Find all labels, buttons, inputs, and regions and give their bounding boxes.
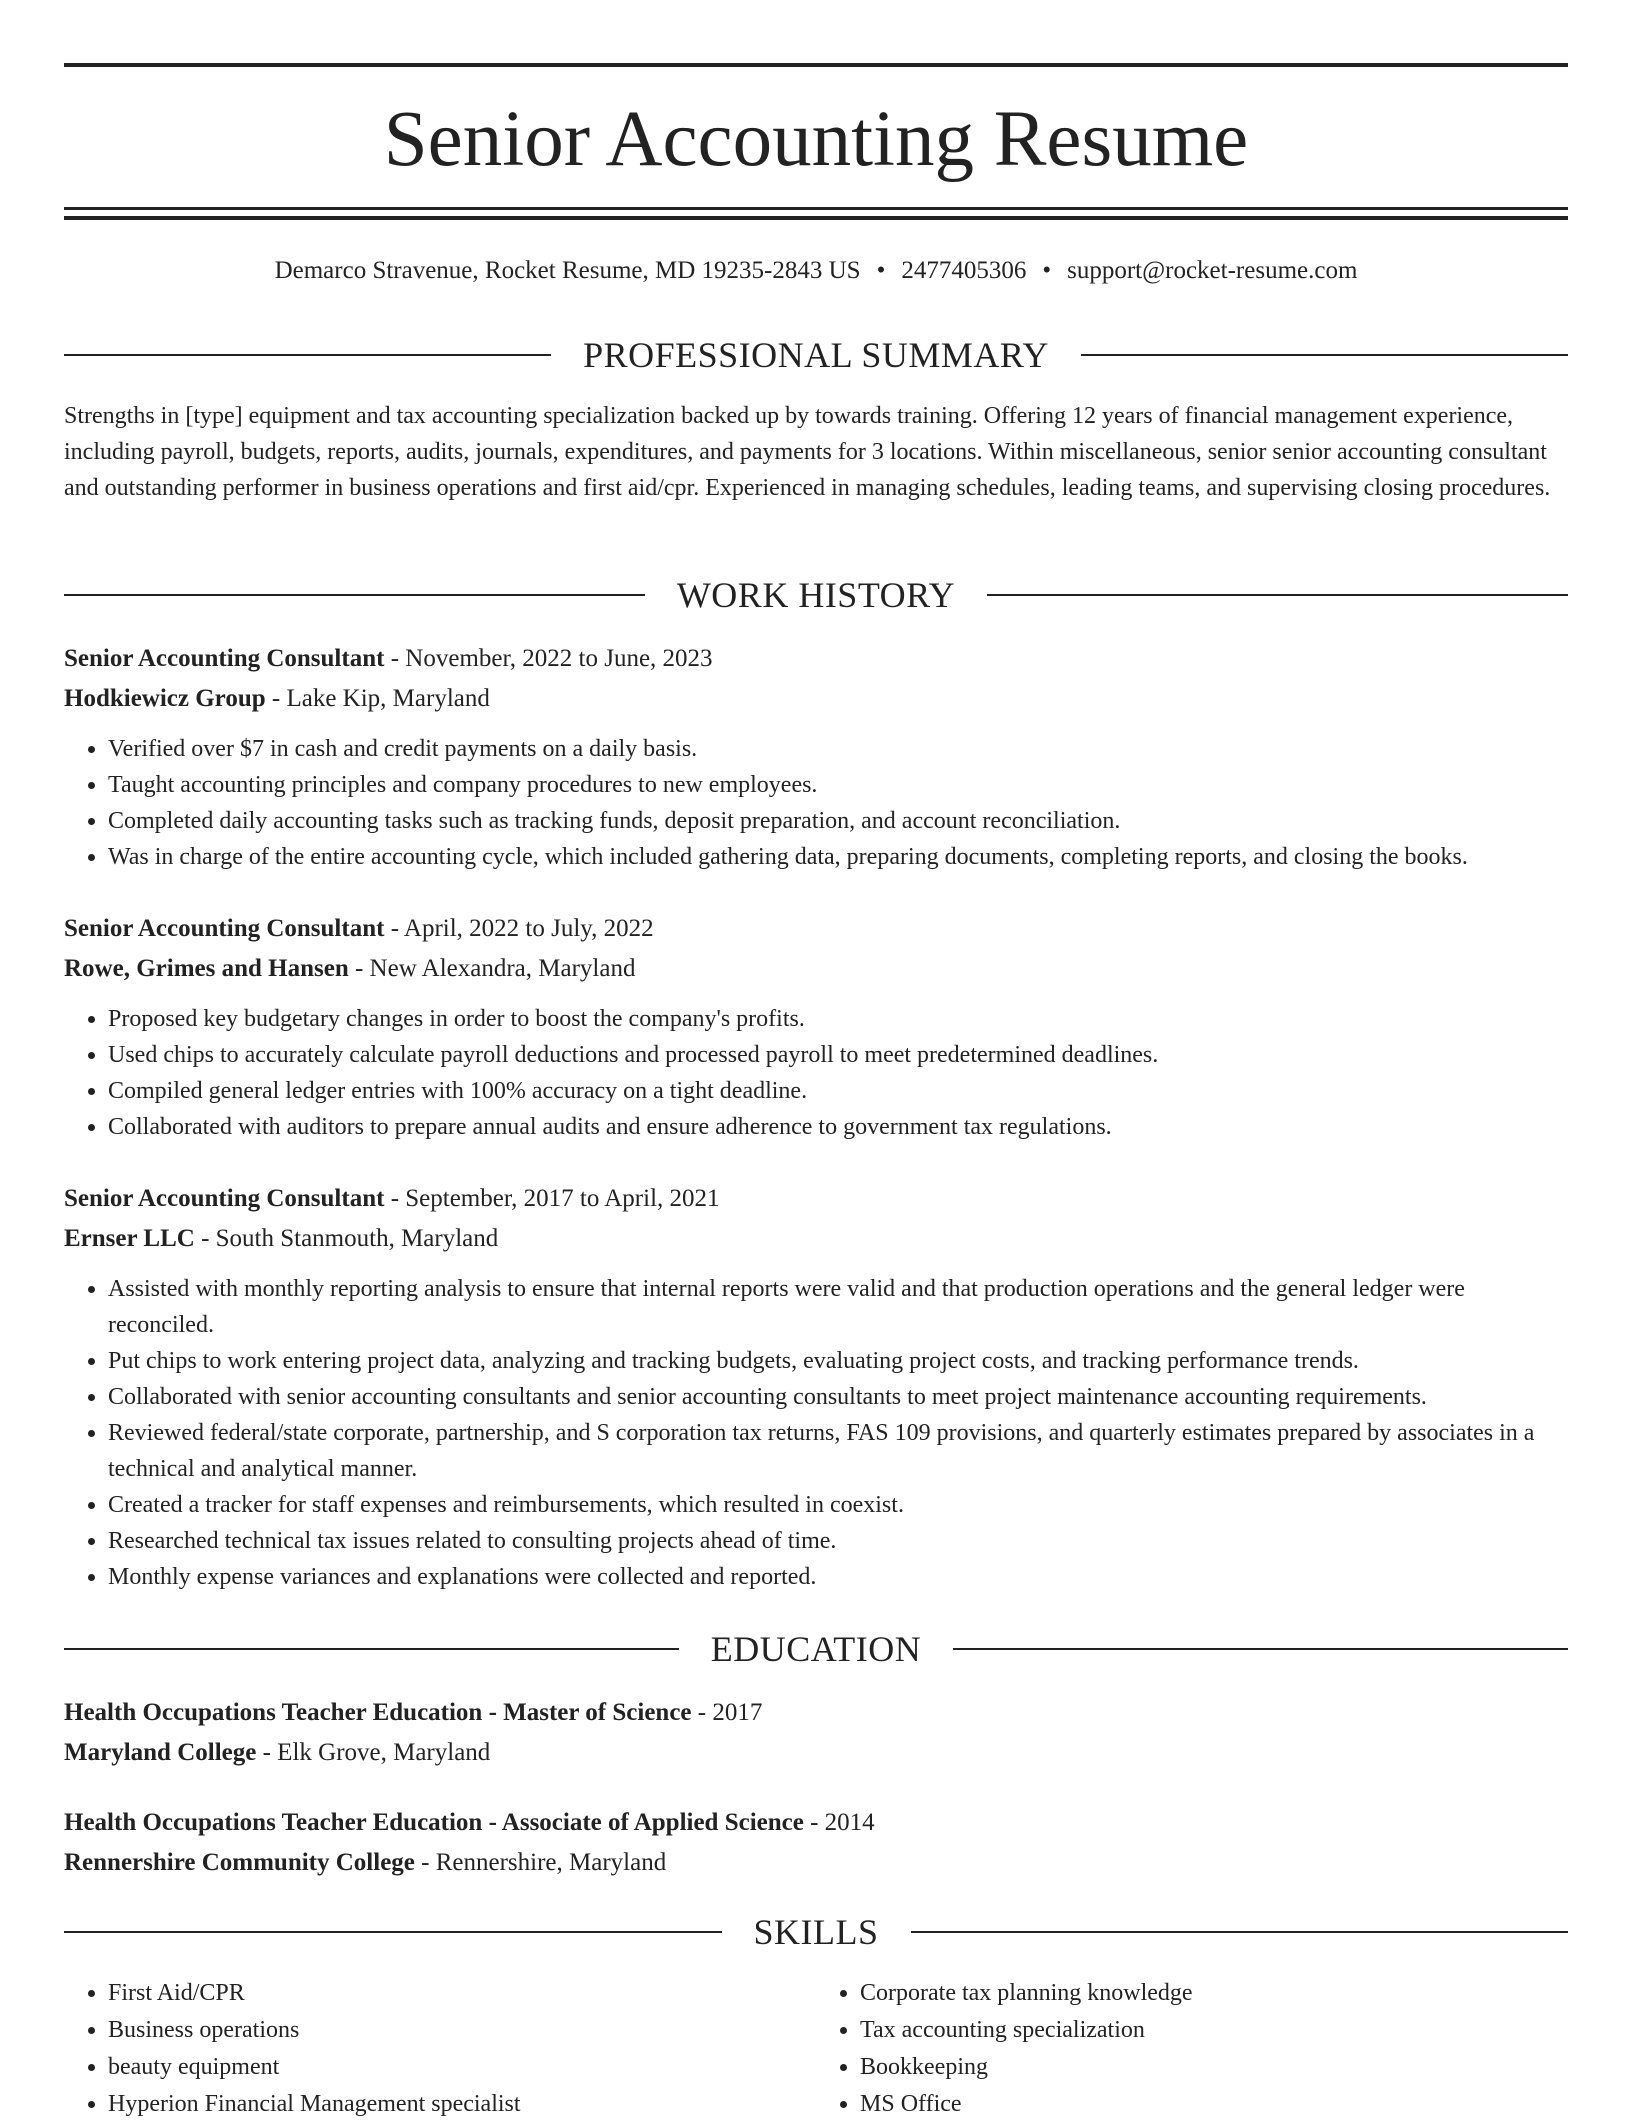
section-title: WORK HISTORY [676, 575, 956, 615]
job-company-line [64, 679, 1568, 719]
job-company: Hodkiewicz Group [64, 685, 266, 712]
list-item: • Verified over $7 in cash and credit payments on a daily basis. [108, 731, 1568, 767]
job-company: Ernser LLC [64, 1225, 195, 1252]
job-title: Senior Accounting Consultant [64, 645, 385, 672]
job-bullets [64, 1271, 1568, 1595]
job-company-line [64, 1219, 1568, 1259]
job-title: Senior Accounting Consultant [64, 915, 385, 942]
skills-list [64, 1975, 1568, 2123]
section-heading-summary [64, 332, 1568, 378]
job-entry [64, 639, 1568, 875]
list-item: • Completed daily accounting tasks such as tracking funds, deposit preparation, and account reconciliation. [108, 803, 1568, 839]
list-item: • Tax accounting specialization [860, 2012, 1568, 2049]
job-entry [64, 909, 1568, 1145]
job-company-line [64, 949, 1568, 989]
list-item: • Reviewed federal/state corporate, partnership, and S corporation tax returns, FAS 109 provisions, and quarterly estimates prepared by associates in a technical and analytical manner. [108, 1415, 1568, 1487]
divider [64, 1931, 722, 1933]
education-location: - Rennershire, Maryland [414, 1849, 667, 1876]
section-title: EDUCATION [710, 1629, 922, 1669]
education-location: - Elk Grove, Maryland [256, 1739, 491, 1766]
list-item: • Compiled general ledger entries with 100% accuracy on a tight deadline. [108, 1073, 1568, 1109]
skills-column-right [816, 1975, 1568, 2123]
summary-text: Strengths in [type] equipment and tax accounting specialization backed up by towards training. Offering 12 years of financial management experience, including payroll, budgets, reports, audits, journals, expenditures, and payments for 3 locations. Within miscellaneous, senior senior accounting consultant and outstanding performer in business operations and first aid/cpr. Experienced in managing schedules, leading teams, and supervising closing procedures. [64, 403, 1551, 501]
job-location: - South Stanmouth, Maryland [194, 1225, 499, 1252]
section-title: SKILLS [753, 1912, 879, 1952]
divider [64, 1648, 679, 1650]
list-item: • Monthly expense variances and explanations were collected and reported. [108, 1559, 1568, 1595]
title-double-rule [64, 207, 1568, 220]
divider [64, 594, 645, 596]
list-item: • First Aid/CPR [108, 1975, 816, 2012]
job-title-line [64, 639, 1568, 679]
education-school: Maryland College [64, 1739, 257, 1766]
education-year: - 2017 [691, 1699, 763, 1726]
education-school: Rennershire Community College [64, 1849, 415, 1876]
divider [1081, 354, 1568, 356]
list-item: • Used chips to accurately calculate payroll deductions and processed payroll to meet predetermined deadlines. [108, 1037, 1568, 1073]
contact-address: Demarco Stravenue, Rocket Resume, MD 19235-2843 US [274, 257, 861, 284]
education-degree-line [64, 1803, 1568, 1843]
list-item: • MS Office [860, 2086, 1568, 2123]
education-school-line [64, 1733, 1568, 1773]
top-rule [64, 63, 1568, 67]
job-title-line [64, 909, 1568, 949]
divider [953, 1648, 1568, 1650]
list-item: • Taught accounting principles and company procedures to new employees. [108, 767, 1568, 803]
job-entry [64, 1179, 1568, 1595]
job-title-line [64, 1179, 1568, 1219]
job-dates: - November, 2022 to June, 2023 [384, 645, 713, 672]
contact-separator: • [876, 257, 886, 284]
education-year: - 2014 [803, 1809, 875, 1836]
contact-phone: 2477405306 [901, 257, 1027, 284]
list-item: • Proposed key budgetary changes in order to boost the company's profits. [108, 1001, 1568, 1037]
job-dates: - September, 2017 to April, 2021 [384, 1185, 720, 1212]
job-company: Rowe, Grimes and Hansen [64, 955, 349, 982]
skills-column-left [64, 1975, 816, 2123]
education-degree-line [64, 1693, 1568, 1733]
education-entry [64, 1693, 1568, 1773]
list-item: • Bookkeeping [860, 2049, 1568, 2086]
education-degree: Health Occupations Teacher Education - Associate of Applied Science [64, 1809, 804, 1836]
education-degree: Health Occupations Teacher Education - Master of Science [64, 1699, 692, 1726]
job-bullets [64, 1001, 1568, 1145]
list-item: • Researched technical tax issues related to consulting projects ahead of time. [108, 1523, 1568, 1559]
job-bullets [64, 731, 1568, 875]
divider [987, 594, 1568, 596]
education-entry [64, 1803, 1568, 1883]
education-school-line [64, 1843, 1568, 1883]
contact-line [64, 254, 1568, 288]
list-item: • Was in charge of the entire accounting cycle, which included gathering data, preparing documents, completing reports, and closing the books. [108, 839, 1568, 875]
list-item: • Business operations [108, 2012, 816, 2049]
section-title: PROFESSIONAL SUMMARY [583, 335, 1049, 375]
list-item: • Assisted with monthly reporting analysis to ensure that internal reports were valid and that production operations and the general ledger were reconciled. [108, 1271, 1568, 1343]
job-location: - New Alexandra, Maryland [348, 955, 636, 982]
divider [911, 1931, 1569, 1933]
list-item: • Put chips to work entering project data, analyzing and tracking budgets, evaluating project costs, and tracking performance trends. [108, 1343, 1568, 1379]
divider [64, 354, 551, 356]
job-title: Senior Accounting Consultant [64, 1185, 385, 1212]
contact-email: support@rocket-resume.com [1067, 257, 1358, 284]
list-item: • Collaborated with senior accounting consultants and senior accounting consultants to meet project maintenance accounting requirements. [108, 1379, 1568, 1415]
list-item: • Collaborated with auditors to prepare annual audits and ensure adherence to government tax regulations. [108, 1109, 1568, 1145]
list-item: • Corporate tax planning knowledge [860, 1975, 1568, 2012]
section-heading-skills [64, 1909, 1568, 1955]
list-item: • beauty equipment [108, 2049, 816, 2086]
job-dates: - April, 2022 to July, 2022 [384, 915, 654, 942]
section-heading-work [64, 572, 1568, 618]
section-heading-education [64, 1626, 1568, 1672]
resume-title: Senior Accounting Resume [383, 96, 1249, 183]
list-item: • Hyperion Financial Management specialist [108, 2086, 816, 2123]
job-location: - Lake Kip, Maryland [265, 685, 490, 712]
list-item: • Created a tracker for staff expenses and reimbursements, which resulted in coexist. [108, 1487, 1568, 1523]
contact-separator: • [1042, 257, 1052, 284]
